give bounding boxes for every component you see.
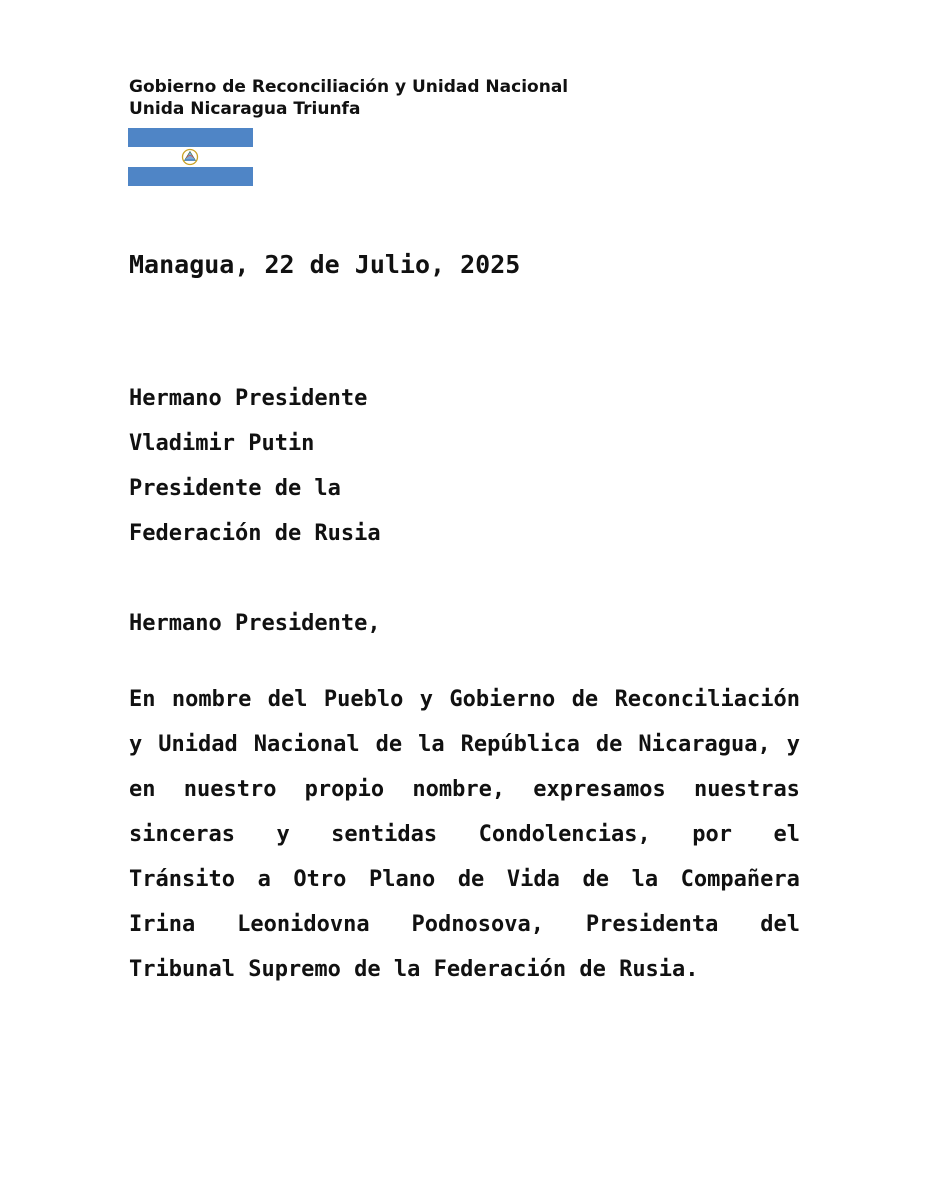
coat-of-arms-icon	[179, 148, 201, 166]
body-line: En nombre del Pueblo y Gobierno de Reconciliación	[129, 687, 800, 712]
flag-bottom-stripe	[128, 167, 253, 186]
flag-middle-stripe	[128, 147, 253, 167]
letterhead-slogan: Unida Nicaragua Triunfa	[129, 99, 361, 119]
salutation: Hermano Presidente,	[129, 611, 381, 636]
body-line: Tránsito a Otro Plano de Vida de la Compañera	[129, 867, 800, 892]
recipient-line-1: Hermano Presidente	[129, 386, 368, 411]
body-line: y Unidad Nacional de la República de Nicaragua, y	[129, 732, 800, 757]
flag-top-stripe	[128, 128, 253, 147]
letterhead-government: Gobierno de Reconciliación y Unidad Nacional	[129, 77, 569, 97]
letter-date: Managua, 22 de Julio, 2025	[129, 250, 521, 279]
recipient-line-2: Vladimir Putin	[129, 431, 315, 456]
recipient-line-4: Federación de Rusia	[129, 521, 381, 546]
body-line: en nuestro propio nombre, expresamos nuestras	[129, 777, 800, 802]
recipient-line-3: Presidente de la	[129, 476, 341, 501]
body-line: Tribunal Supremo de la Federación de Rusia.	[129, 957, 699, 982]
body-line: Irina Leonidovna Podnosova, Presidenta del	[129, 912, 800, 937]
body-line: sinceras y sentidas Condolencias, por el	[129, 822, 800, 847]
nicaragua-flag-icon	[128, 128, 253, 186]
